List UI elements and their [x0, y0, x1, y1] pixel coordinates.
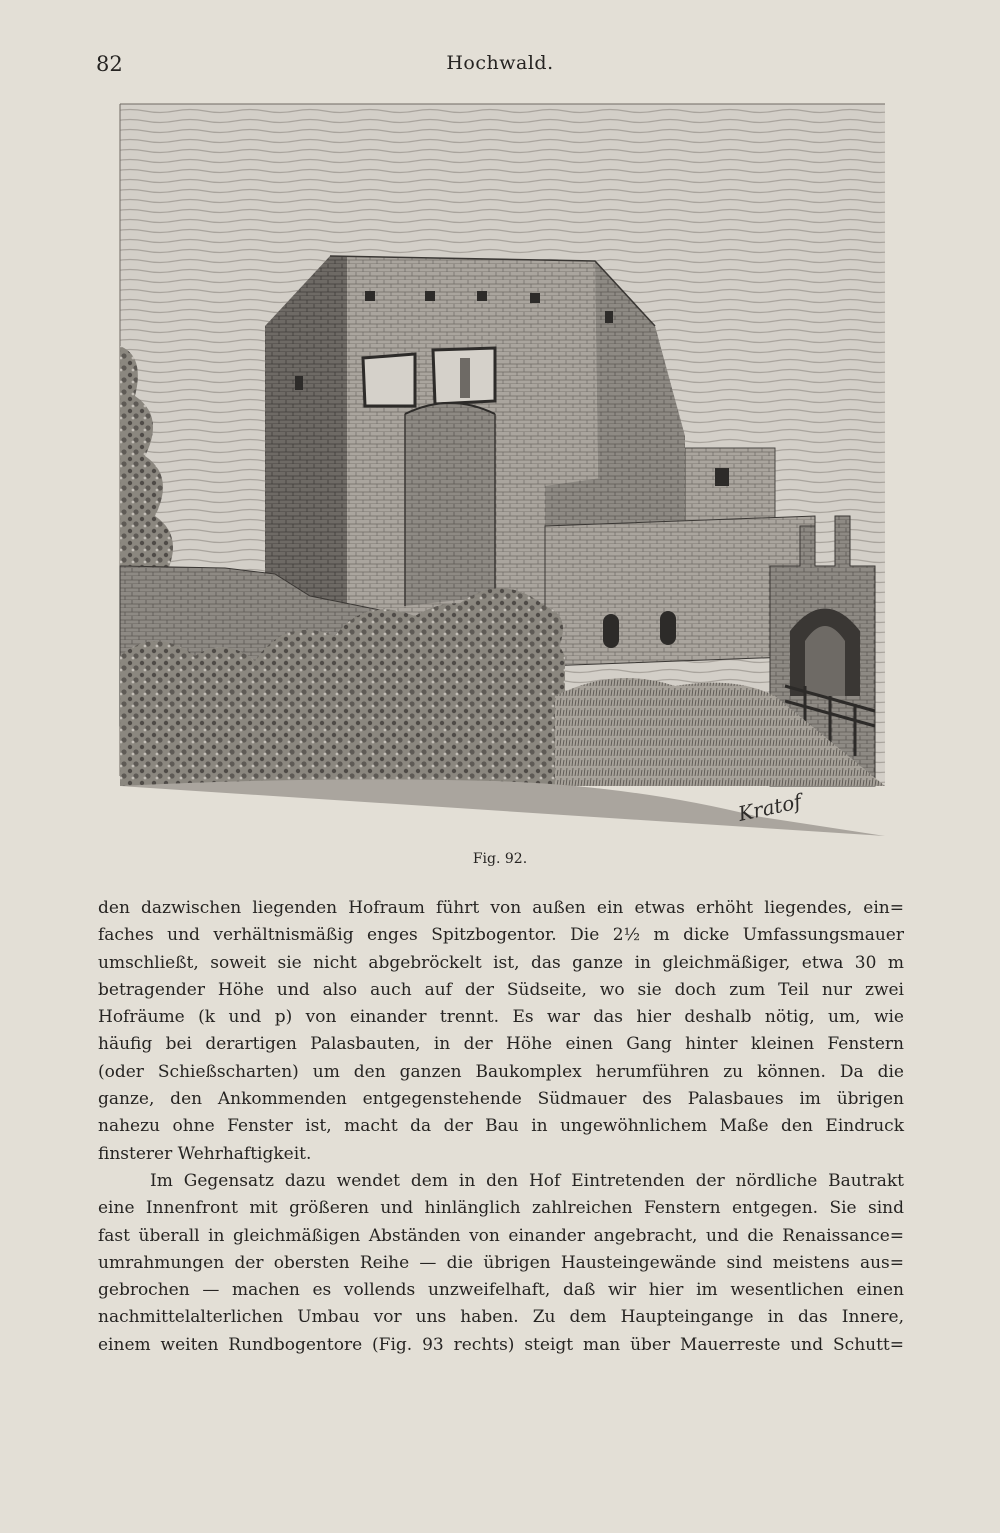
text-line: fast überall in gleichmäßigen Abständen von einander angebracht, und die Renaissance=	[98, 1225, 904, 1246]
text-line: den dazwischen liegenden Hofraum führt von außen ein etwas erhöht liegendes, ein=	[98, 898, 904, 918]
text-line: Im Gegensatz dazu wendet dem in den Hof Eintretenden der nördliche Bautrakt	[150, 1170, 904, 1191]
text-line: nachmittelalterlichen Umbau vor uns haben. Zu dem Haupteingange in das Innere,	[98, 1307, 904, 1328]
text-line: ganze, den Ankommenden entgegenstehende Südmauer des Palasbaues im übrigen	[98, 1089, 904, 1110]
text-line: einem weiten Rundbogentore (Fig. 93 rechts) steigt man über Mauerreste und Schutt=	[98, 1334, 904, 1355]
text-line: Hofräume (k und p) von einander trennt. Es war das hier deshalb nötig, um, wie	[98, 1007, 904, 1028]
artist-signature: Kratof	[736, 789, 804, 826]
text-line: nahezu ohne Fenster ist, macht da der Bau in ungewöhnlichem Maße den Eindruck	[98, 1116, 904, 1137]
text-line: umrahmungen der obersten Reihe — die übrigen Hausteingewände sind meistens aus=	[98, 1252, 904, 1273]
paragraph-2	[98, 1168, 904, 1359]
page-number: 82	[96, 52, 123, 76]
castle-illustration	[115, 96, 885, 840]
body-text	[98, 895, 904, 1359]
running-head: Hochwald.	[446, 52, 554, 74]
paragraph-1	[98, 895, 904, 1168]
text-line: (oder Schießscharten) um den ganzen Baukomplex herumführen zu können. Da die	[98, 1061, 904, 1082]
text-line: betragender Höhe und also auch auf der Südseite, wo sie doch zum Teil nur zwei	[98, 979, 904, 1000]
text-line: eine Innenfront mit größeren und hinlänglich zahlreichen Fenstern entgegen. Sie sind	[98, 1198, 904, 1219]
text-line: faches und verhältnismäßig enges Spitzbogentor. Die 2½ m dicke Umfassungsmauer	[98, 925, 904, 946]
text-line: gebrochen — machen es vollends unzweifelhaft, daß wir hier im wesentlichen einen	[98, 1280, 904, 1301]
text-line: umschließt, soweit sie nicht abgebröckelt ist, das ganze in gleichmäßiger, etwa 30 m	[98, 952, 904, 973]
text-line: häufig bei derartigen Palasbauten, in der Höhe einen Gang hinter kleinen Fenstern	[98, 1034, 904, 1055]
figure-caption: Fig. 92.	[472, 851, 528, 867]
text-line-last: finsterer Wehrhaftigkeit.	[98, 1143, 312, 1164]
